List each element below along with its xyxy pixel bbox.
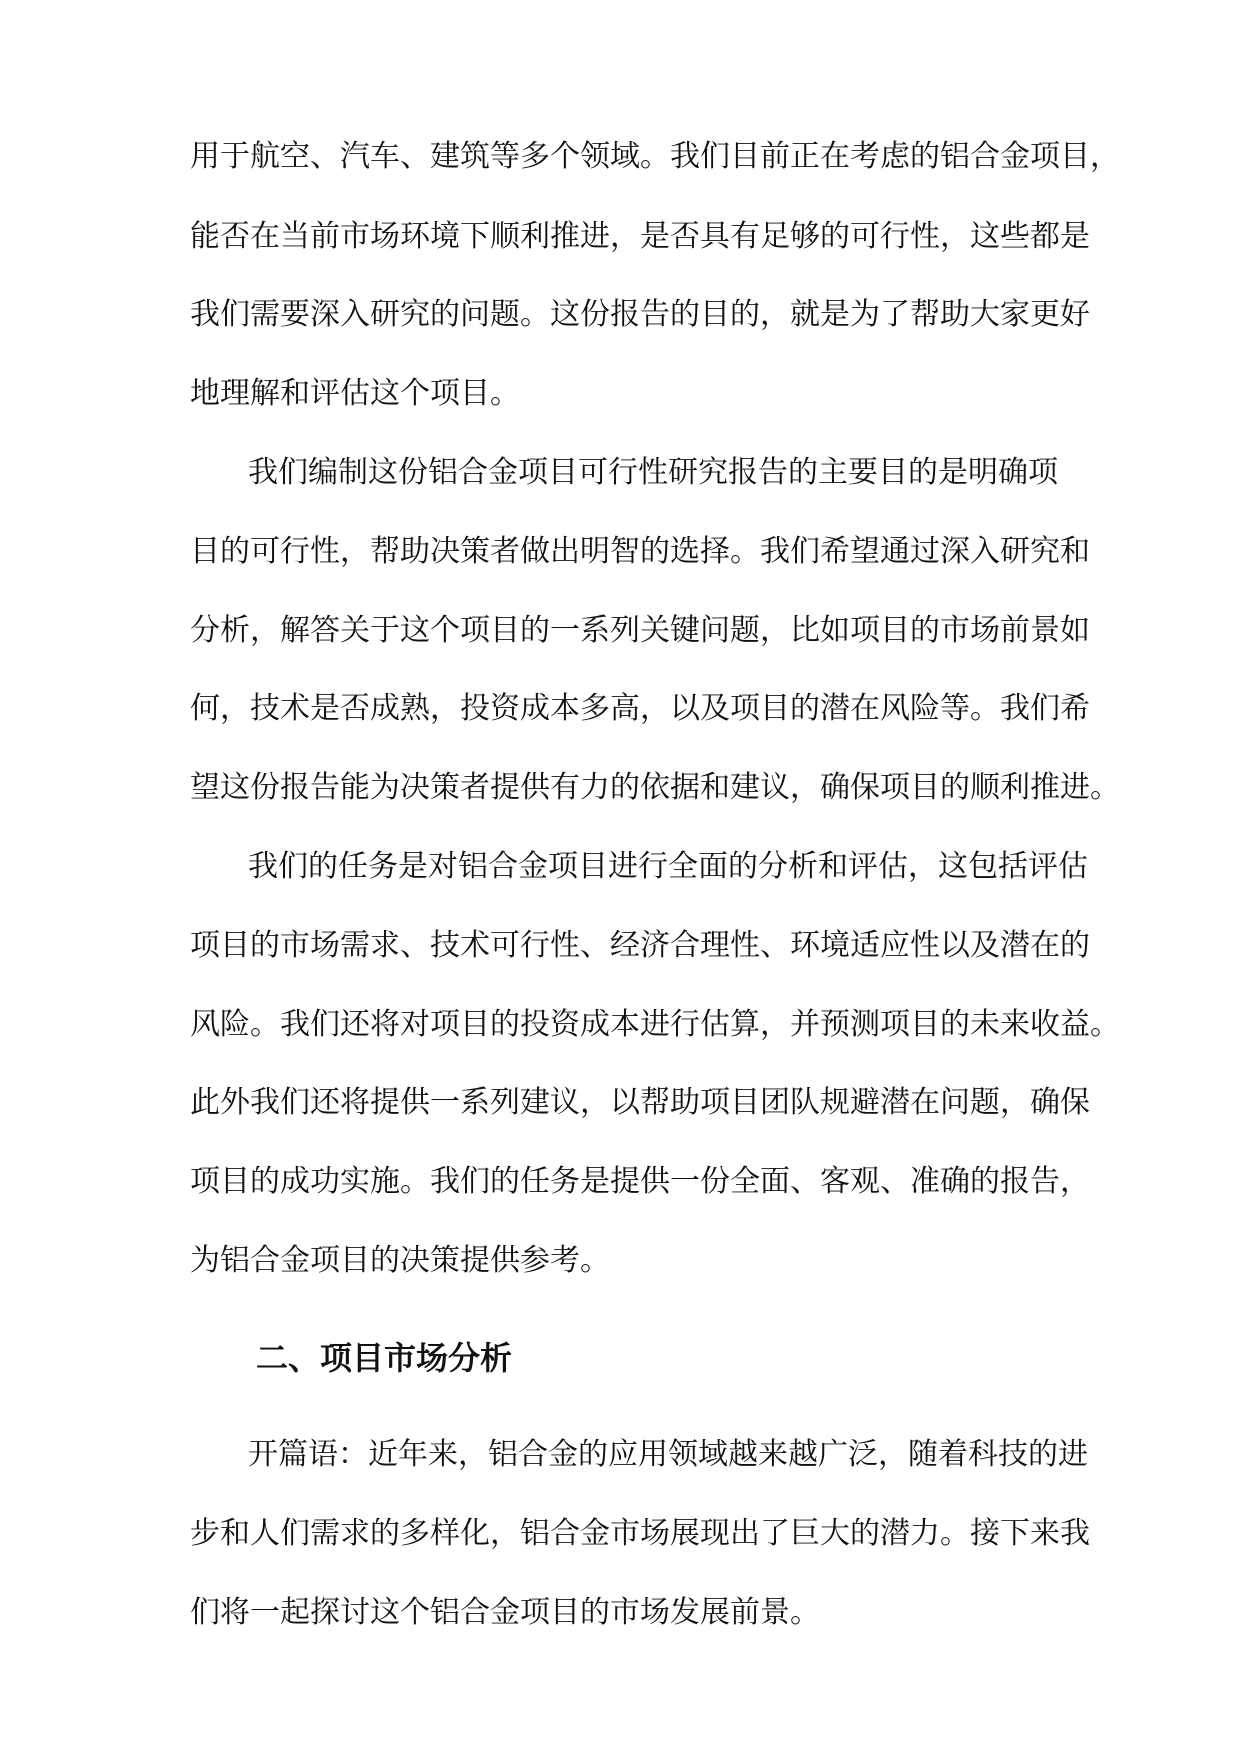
paragraph-2-line-3: 分析，解答关于这个项目的一系列关键问题，比如项目的市场前景如 xyxy=(190,613,1090,648)
paragraph-3-line-3: 风险。我们还将对项目的投资成本进行估算，并预测项目的未来收益。 xyxy=(190,1007,1120,1042)
paragraph-1-line-3: 我们需要深入研究的问题。这份报告的目的，就是为了帮助大家更好 xyxy=(190,297,1090,332)
section-heading: 二、项目市场分析 xyxy=(256,1339,513,1377)
section-paragraph-line-1: 开篇语：近年来，铝合金的应用领域越来越广泛，随着科技的进 xyxy=(248,1437,1088,1472)
paragraph-1-line-1: 用于航空、汽车、建筑等多个领域。我们目前正在考虑的铝合金项目， xyxy=(190,139,1120,174)
paragraph-1-line-4: 地理解和评估这个项目。 xyxy=(190,376,520,411)
paragraph-2-line-5: 望这份报告能为决策者提供有力的依据和建议，确保项目的顺利推进。 xyxy=(190,770,1120,805)
paragraph-1-line-2: 能否在当前市场环境下顺利推进，是否具有足够的可行性，这些都是 xyxy=(190,219,1090,254)
paragraph-2-line-4: 何，技术是否成熟，投资成本多高，以及项目的潜在风险等。我们希 xyxy=(190,691,1090,726)
paragraph-3-line-4: 此外我们还将提供一系列建议，以帮助项目团队规避潜在问题，确保 xyxy=(190,1085,1090,1120)
paragraph-3-line-6: 为铝合金项目的决策提供参考。 xyxy=(190,1243,610,1278)
paragraph-3-line-5: 项目的成功实施。我们的任务是提供一份全面、客观、准确的报告， xyxy=(190,1164,1090,1199)
paragraph-2-line-2: 目的可行性，帮助决策者做出明智的选择。我们希望通过深入研究和 xyxy=(190,534,1090,569)
paragraph-2-line-1: 我们编制这份铝合金项目可行性研究报告的主要目的是明确项 xyxy=(248,455,1058,490)
paragraph-3-line-1: 我们的任务是对铝合金项目进行全面的分析和评估，这包括评估 xyxy=(248,849,1088,884)
section-paragraph-line-2: 步和人们需求的多样化，铝合金市场展现出了巨大的潜力。接下来我 xyxy=(190,1516,1090,1551)
section-paragraph-line-3: 们将一起探讨这个铝合金项目的市场发展前景。 xyxy=(190,1595,820,1630)
paragraph-3-line-2: 项目的市场需求、技术可行性、经济合理性、环境适应性以及潜在的 xyxy=(190,928,1090,963)
